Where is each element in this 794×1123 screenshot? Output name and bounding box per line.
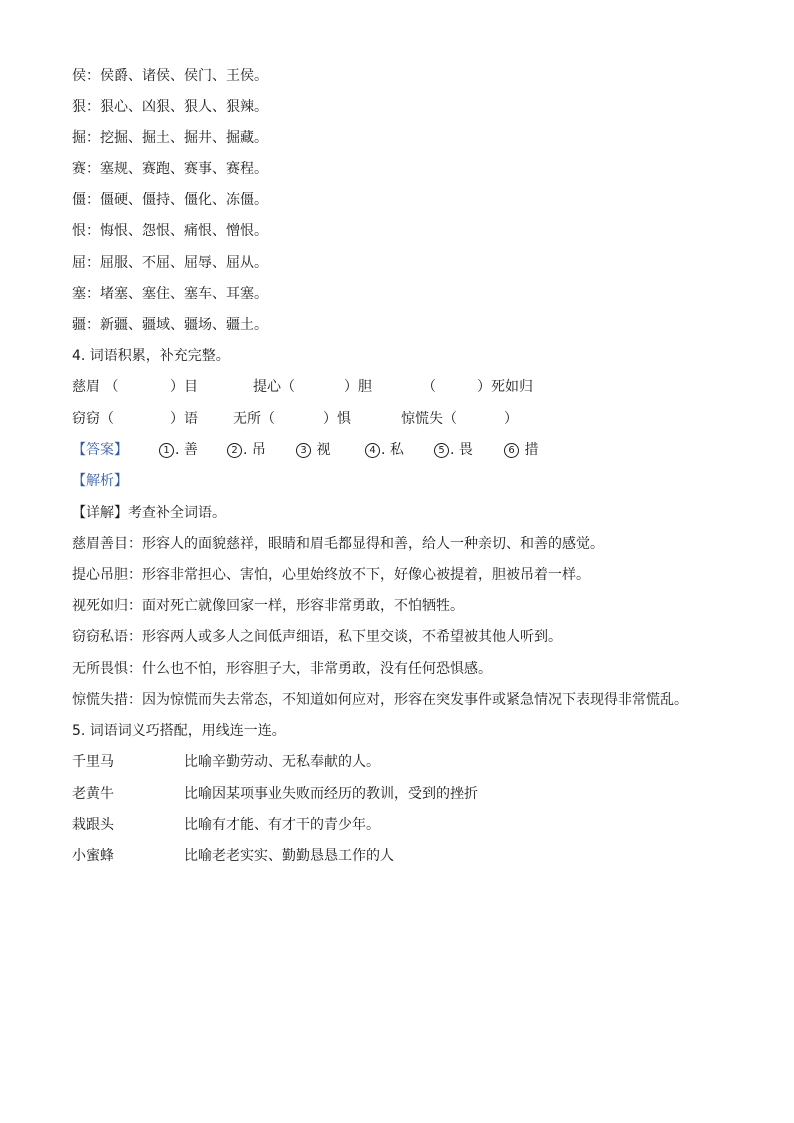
match-row <box>72 846 772 866</box>
circled-number: 6 <box>504 443 519 458</box>
answer-item <box>434 440 473 460</box>
question-4-title: 4. 词语积累，补充完整。 <box>72 348 230 364</box>
match-meaning: 比喻辛勤劳动、无私奉献的人。 <box>184 754 380 770</box>
char-line: 塞：堵塞、塞住、塞车、耳塞。 <box>72 286 268 302</box>
answer-item <box>296 440 330 460</box>
fill-segment: 慈眉 （ <box>72 379 119 395</box>
match-row <box>72 815 772 835</box>
fill-segment: ）语 <box>170 411 198 427</box>
fill-row-2 <box>72 409 772 429</box>
fill-segment: ） <box>504 411 518 427</box>
char-line: 僵：僵硬、僵持、僵化、冻僵。 <box>72 192 268 208</box>
answer-item <box>227 440 266 460</box>
match-word: 老黄牛 <box>72 786 114 802</box>
answer-item <box>504 440 538 460</box>
answer-text: . 私 <box>381 442 404 458</box>
match-meaning: 比喻有才能、有才干的青少年。 <box>184 817 380 833</box>
char-line: 恨：悔恨、怨恨、痛恨、憎恨。 <box>72 223 268 239</box>
explanation-line: 惊慌失措：因为惊慌而失去常态，不知道如何应对，形容在突发事件或紧急情况下表现得非常慌乱。 <box>72 692 688 708</box>
answer-text: 措 <box>520 442 539 458</box>
match-word: 栽跟头 <box>72 817 114 833</box>
char-line: 屈：屈服、不屈、屈辱、屈从。 <box>72 255 268 271</box>
char-line: 掘：挖掘、掘土、掘井、掘藏。 <box>72 130 268 146</box>
answer-tag: 【答案】 <box>72 442 128 458</box>
circled-number: 5 <box>434 443 449 458</box>
circled-number: 4 <box>365 443 380 458</box>
char-line: 赛：塞规、赛跑、赛事、赛程。 <box>72 161 268 177</box>
explanation-line: 提心吊胆：形容非常担心、害怕，心里始终放不下，好像心被提着，胆被吊着一样。 <box>72 567 590 583</box>
fill-segment: ）死如归 <box>477 379 533 395</box>
detail-line: 【详解】考查补全词语。 <box>72 505 226 521</box>
answer-item <box>159 440 198 460</box>
circled-number: 1 <box>159 443 174 458</box>
answer-row <box>72 440 772 460</box>
answer-item <box>365 440 404 460</box>
match-word: 千里马 <box>72 754 114 770</box>
match-word: 小蜜蜂 <box>72 848 114 864</box>
answer-text: . 畏 <box>450 442 473 458</box>
circled-number: 2 <box>227 443 242 458</box>
fill-segment: （ <box>422 379 436 395</box>
fill-segment: 无所（ <box>233 411 275 427</box>
fill-segment: 提心（ <box>253 379 295 395</box>
char-line: 狠：狠心、凶狠、狠人、狠辣。 <box>72 99 268 115</box>
match-row <box>72 784 772 804</box>
fill-segment: ）胆 <box>344 379 372 395</box>
explanation-line: 慈眉善目：形容人的面貌慈祥，眼睛和眉毛都显得和善，给人一种亲切、和善的感觉。 <box>72 536 604 552</box>
answer-text: . 善 <box>175 442 198 458</box>
question-5-title: 5. 词语词义巧搭配，用线连一连。 <box>72 723 286 739</box>
match-meaning: 比喻因某项事业失败而经历的教训，受到的挫折 <box>184 786 478 802</box>
fill-segment: 惊慌失（ <box>401 411 457 427</box>
match-meaning: 比喻老老实实、勤勤恳恳工作的人 <box>184 848 394 864</box>
char-line: 疆：新疆、疆域、疆场、疆土。 <box>72 317 268 333</box>
fill-row-1 <box>72 377 772 397</box>
fill-segment: ）惧 <box>323 411 351 427</box>
circled-number: 3 <box>296 443 311 458</box>
fill-segment: ）目 <box>170 379 198 395</box>
char-line: 侯：侯爵、诸侯、侯门、王侯。 <box>72 68 268 84</box>
fill-segment: 窃窃（ <box>72 411 114 427</box>
answer-text: 视 <box>312 442 331 458</box>
explanation-line: 窃窃私语：形容两人或多人之间低声细语，私下里交谈，不希望被其他人听到。 <box>72 629 562 645</box>
match-row <box>72 752 772 772</box>
explanation-line: 视死如归：面对死亡就像回家一样，形容非常勇敢，不怕牺牲。 <box>72 598 464 614</box>
analysis-tag: 【解析】 <box>72 473 128 489</box>
explanation-line: 无所畏惧：什么也不怕，形容胆子大，非常勇敢，没有任何恐惧感。 <box>72 661 492 677</box>
answer-text: . 吊 <box>243 442 266 458</box>
